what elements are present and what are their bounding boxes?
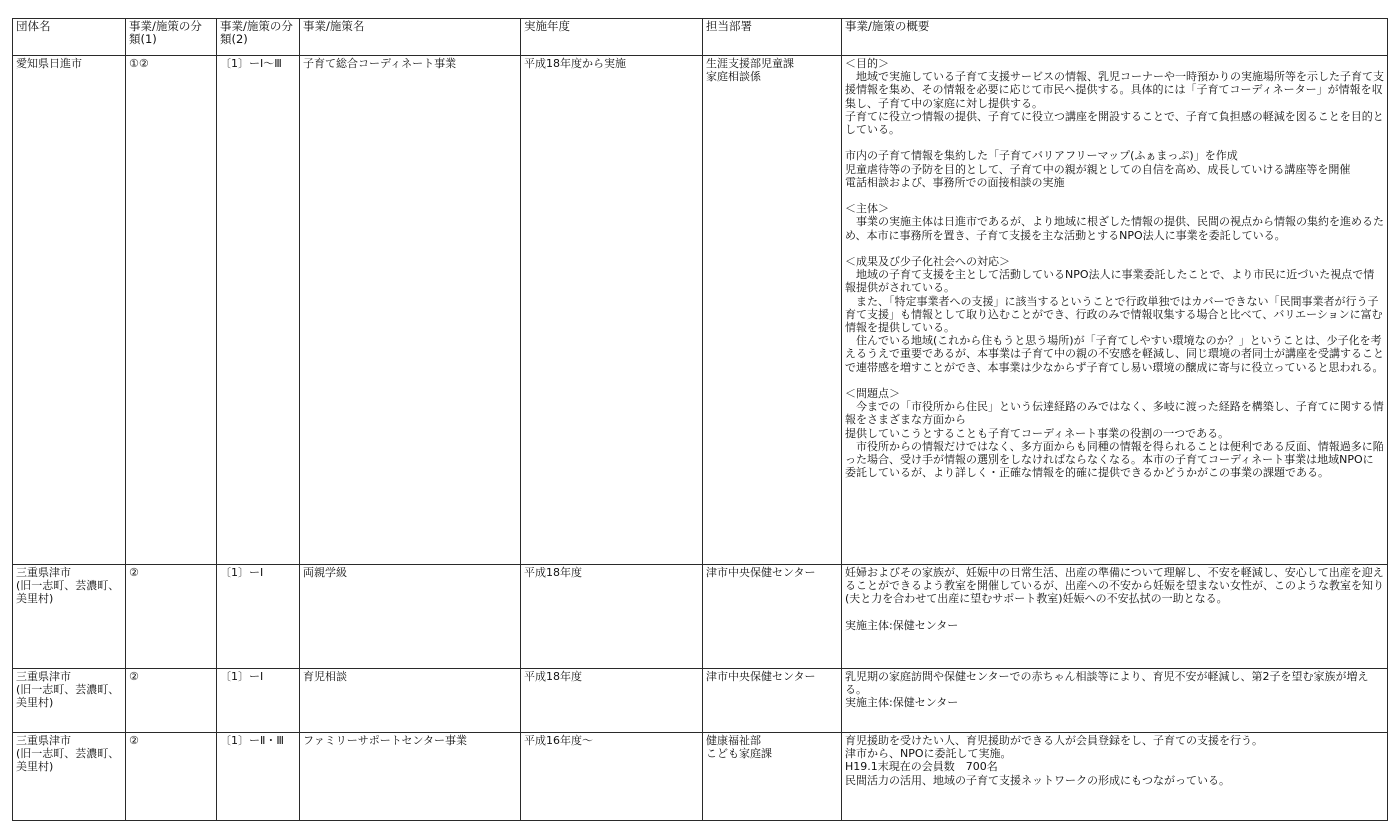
table-row bbox=[13, 733, 1388, 821]
table-header-row bbox=[13, 19, 1388, 56]
header-dept: 担当部署 bbox=[703, 19, 842, 56]
document-sheet bbox=[12, 18, 1388, 818]
cell-name: 育児相談 bbox=[300, 669, 521, 733]
cell-name: 子育て総合コーディネート事業 bbox=[300, 56, 521, 565]
cell-org: 三重県津市 (旧一志町、芸濃町、美里村) bbox=[13, 669, 126, 733]
cell-summary: 妊婦およびその家族が、妊娠中の日常生活、出産の準備について理解し、不安を軽減し、安心して出産を迎えることができるよう教室を開催しているが、出産への不安から妊娠を望まない女性が、このような教室を知り(夫と力を合わせて出産に望むサポート教室)妊娠への不安払拭の一助となる。 実施主体:保健センター bbox=[842, 565, 1388, 669]
cell-class2: 〔1〕ーⅠ bbox=[217, 565, 300, 669]
cell-org: 三重県津市 (旧一志町、芸濃町、美里村) bbox=[13, 733, 126, 821]
cell-summary: 乳児期の家庭訪問や保健センターでの赤ちゃん相談等により、育児不安が軽減し、第2子を望む家族が増える。 実施主体:保健センター bbox=[842, 669, 1388, 733]
header-year: 実施年度 bbox=[521, 19, 703, 56]
cell-dept: 津市中央保健センター bbox=[703, 669, 842, 733]
cell-year: 平成18年度 bbox=[521, 565, 703, 669]
cell-year: 平成18年度 bbox=[521, 669, 703, 733]
cell-class1: ①② bbox=[126, 56, 217, 565]
table-row bbox=[13, 56, 1388, 565]
cell-dept: 生涯支援部児童課 家庭相談係 bbox=[703, 56, 842, 565]
cell-summary: 育児援助を受けたい人、育児援助ができる人が会員登録をし、子育ての支援を行う。 津市から、NPOに委託して実施。 H19.1末現在の会員数 700名 民間活力の活用、地域の子育て支援ネットワークの形成にもつながっている。 bbox=[842, 733, 1388, 821]
header-org: 団体名 bbox=[13, 19, 126, 56]
cell-year: 平成18年度から実施 bbox=[521, 56, 703, 565]
cell-org: 三重県津市 (旧一志町、芸濃町、美里村) bbox=[13, 565, 126, 669]
cell-class2: 〔1〕ーⅠ～Ⅲ bbox=[217, 56, 300, 565]
header-name: 事業/施策名 bbox=[300, 19, 521, 56]
cell-class2: 〔1〕ーⅠ bbox=[217, 669, 300, 733]
header-class1: 事業/施策の分類(1) bbox=[126, 19, 217, 56]
program-table bbox=[12, 18, 1388, 821]
cell-dept: 津市中央保健センター bbox=[703, 565, 842, 669]
cell-name: ファミリーサポートセンター事業 bbox=[300, 733, 521, 821]
cell-class2: 〔1〕ーⅡ・Ⅲ bbox=[217, 733, 300, 821]
cell-name: 両親学級 bbox=[300, 565, 521, 669]
header-class2: 事業/施策の分類(2) bbox=[217, 19, 300, 56]
cell-org: 愛知県日進市 bbox=[13, 56, 126, 565]
cell-class1: ② bbox=[126, 669, 217, 733]
table-row bbox=[13, 565, 1388, 669]
cell-class1: ② bbox=[126, 733, 217, 821]
cell-year: 平成16年度～ bbox=[521, 733, 703, 821]
cell-summary: ＜目的＞ 地域で実施している子育て支援サービスの情報、乳児コーナーや一時預かりの実施場所等を示した子育て支援情報を集め、その情報を必要に応じて市民へ提供する。具体的には「子育てコーディネーター」が情報を収集し、子育て中の家庭に対し提供する。 子育てに役立つ情報の提供、子育てに役立つ講座を開設することで、子育て負担感の軽減を図ることを目的としている。 市内の子育て情報を集約した「子育てバリアフリーマップ(ふぁまっぷ)」を作成 児童虐待等の予防を目的として、子育て中の親が親としての自信を高め、成長していける講座等を開催 電話相談および、事務所での面接相談の実施 ＜主体＞ 事業の実施主体は日進市であるが、より地域に根ざした情報の提供、民間の視点から情報の集約を進めるため、本市に事務所を置き、子育て支援を主な活動とするNPO法人に事業を委託している。 ＜成果及び少子化社会への対応＞ 地域の子育て支援を主として活動しているNPO法人に事業委託したことで、より市民に近づいた視点で情報提供がされている。 また、「特定事業者への支援」に該当するということで行政単独ではカバーできない「民間事業者が行う子育て支援」も情報として取り込むことができ、行政のみで情報収集する場合と比べて、バリエーションに富む情報を提供している。 住んでいる地域(これから住もうと思う場所)が「子育てしやすい環境なのか？」ということは、少子化を考えるうえで重要であるが、本事業は子育て中の親の不安感を軽減し、同じ環境の者同士が講座を受講することで連帯感を増すことができ、本事業は少なからず子育てし易い環境の醸成に寄与に役立っていると思われる。 ＜問題点＞ 今までの「市役所から住民」という伝達経路のみではなく、多岐に渡った経路を構築し、子育てに関する情報をさまざまな方面から 提供していこうとすることも子育てコーディネート事業の役割の一つである。 市役所からの情報だけではなく、多方面からも同種の情報を得られることは便利である反面、情報過多に陥った場合、受け手が情報の選別をしなければならなくなる。本市の子育てコーディネート事業は地域NPOに委託しているが、より詳しく・正確な情報を的確に提供できるかどうかがこの事業の課題である。 bbox=[842, 56, 1388, 565]
header-summary: 事業/施策の概要 bbox=[842, 19, 1388, 56]
cell-class1: ② bbox=[126, 565, 217, 669]
cell-dept: 健康福祉部 こども家庭課 bbox=[703, 733, 842, 821]
table-row bbox=[13, 669, 1388, 733]
